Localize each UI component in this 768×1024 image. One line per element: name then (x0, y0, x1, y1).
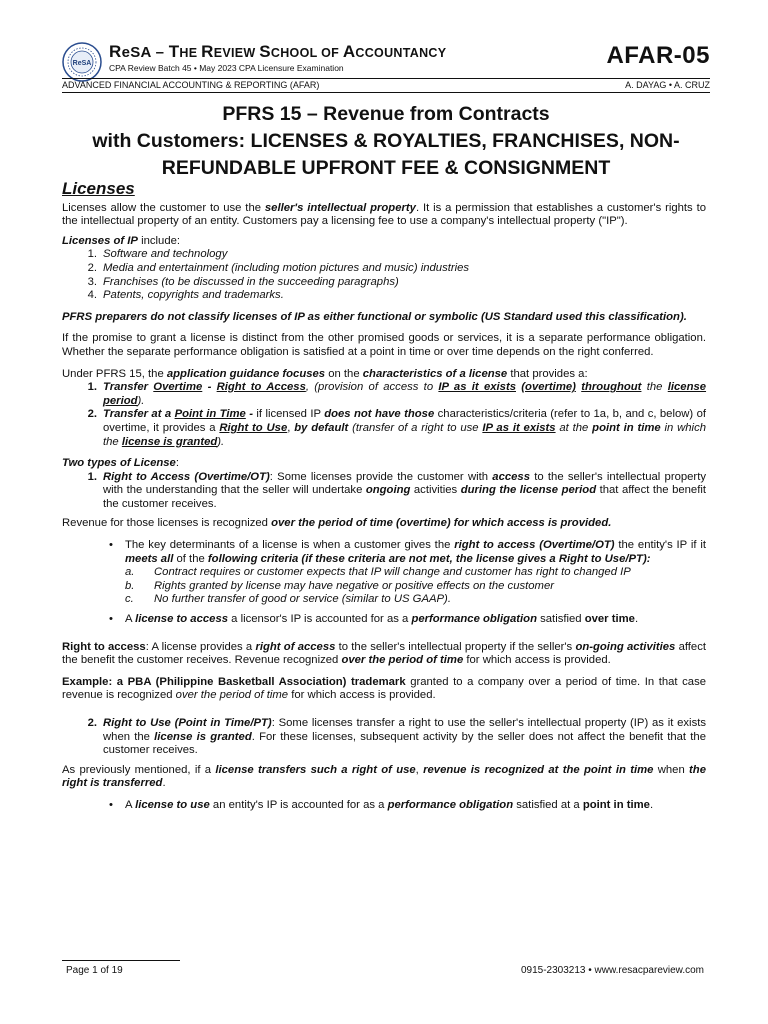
resa-logo-icon (62, 42, 102, 82)
page-header (62, 38, 710, 96)
right-to-access-item: 1. Right to Access (Overtime/OT): Some licenses provide the customer with access to the seller's intellectual property with the understanding that the seller will undertake ongoing activities during the license period that affect the benefit the customer receives. (87, 470, 706, 510)
school-name: ReSA – THE REVIEW SCHOOL OF ACCOUNTANCY (109, 42, 447, 61)
list-item: c. No further transfer of good or service (similar to US GAAP). (125, 593, 451, 606)
svg-text:ReSA: ReSA (72, 60, 92, 67)
header-rule (62, 78, 710, 79)
right-to-access-definition: Right to access: A license provides a right of access to the seller's intellectual property if the seller's on-going activities affect the benefit the customer receives. Revenue recognized over the period of time for which access is provided. (62, 640, 707, 667)
pba-example: Example: a PBA (Philippine Basketball Association) trademark granted to a company over a period of time. In that case revenue is recognized over the period of time for which access is provided. (62, 675, 707, 702)
header-rule-bottom (62, 92, 710, 93)
document-title: PFRS 15 – Revenue from Contracts with Customers: LICENSES & ROYALTIES, FRANCHISES, NON- REFUNDABLE UPFRONT FEE & CONSIGNMENT (92, 103, 680, 179)
pfrs-note: PFRS preparers do not classify licenses of IP as either functional or symbolic (US Standard used this classification). (62, 310, 687, 323)
promise-paragraph: If the promise to grant a license is distinct from the other promised goods or services, it is a separate performance obligation. Whether the separate performance obligation is satisfied at a point in time or over time depends on the right conferred. (62, 332, 706, 358)
list-item: 2. Media and entertainment (including motion pictures and music) industries (87, 261, 470, 274)
footer-rule (62, 960, 180, 961)
ip-list (62, 248, 706, 302)
bullet-license-to-use: • A license to use an entity's IP is accounted for as a performance obligation satisfied at a point in time. (109, 798, 654, 811)
page-number: Page 1 of 19 (66, 965, 123, 976)
section-heading-licenses: Licenses (62, 179, 135, 198)
batch-info: CPA Review Batch 45 • May 2023 CPA Licensure Examination (109, 63, 344, 73)
list-item: 1. Software and technology (87, 248, 228, 261)
list-item: b. Rights granted by license may have negative or positive effects on the customer (125, 579, 554, 592)
bullet-license-to-access: • A license to access a licensor's IP is accounted for as a performance obligation satisfied over time. (109, 613, 639, 626)
list-item: 3. Franchises (to be discussed in the succeeding paragraphs) (87, 275, 399, 288)
intro-paragraph: Licenses allow the customer to use the seller's intellectual property. It is a permission that establishes a customer's rights to the intellectual property of an entity. Customers pay a licensing fee to use a company's intellectual property ("IP"). (62, 201, 706, 228)
point-in-time-note: As previously mentioned, if a license transfers such a right of use, revenue is recognized at the point in time when the right is transferred. (62, 763, 706, 790)
right-to-use-item: 2. Right to Use (Point in Time/PT): Some licenses transfer a right to use the seller's intellectual property (IP) as it exists when the license is granted. For these licenses, subsequent activity by the seller does not affect the benefit that the customer receives. (87, 717, 706, 757)
transfer-overtime-item: 1. Transfer Overtime - Right to Access, (provision of access to IP as it exists (overtime) throughout the license period). (87, 381, 707, 407)
subject-title: ADVANCED FINANCIAL ACCOUNTING & REPORTING (AFAR) (62, 80, 320, 90)
two-types-heading: Two types of License: (62, 457, 179, 470)
module-code: AFAR-05 (606, 42, 710, 69)
authors: A. DAYAG • A. CRUZ (625, 80, 710, 90)
transfer-point-in-time-item: 2. Transfer at a Point in Time - if licensed IP does not have those characteristics/criteria (refer to 1a, b, and c, below) of overtime, it provides a Right to Use, by default (transfer of a right to use IP as it exists at the point in time in which the license is granted). (87, 408, 706, 448)
ip-list-label: Licenses of IP include: (62, 234, 181, 247)
contact-info: 0915-2303213 • www.resacpareview.com (520, 965, 704, 976)
bullet-key-determinants: • The key determinants of a license is when a customer gives the right to access (Overtime/OT) the entity's IP if it meets all of the following criteria (if these criteria are not met, the license gives a Right to Use/PT): a. Contract requires or customer expects that IP will change and customer has right to changed IP b. Rights granted by license may have negative or positive effects on the customer c. No further transfer of good or service (similar to US GAAP). (109, 539, 706, 606)
revenue-overtime-note: Revenue for those licenses is recognized over the period of time (overtime) for which access is provided. (62, 517, 612, 530)
document-body (62, 179, 707, 813)
list-item: a. Contract requires or customer expects that IP will change and customer has right to changed IP (125, 566, 631, 579)
application-guidance: Under PFRS 15, the application guidance focuses on the characteristics of a license that provides a: (62, 367, 588, 380)
list-item: 4. Patents, copyrights and trademarks. (87, 289, 284, 302)
